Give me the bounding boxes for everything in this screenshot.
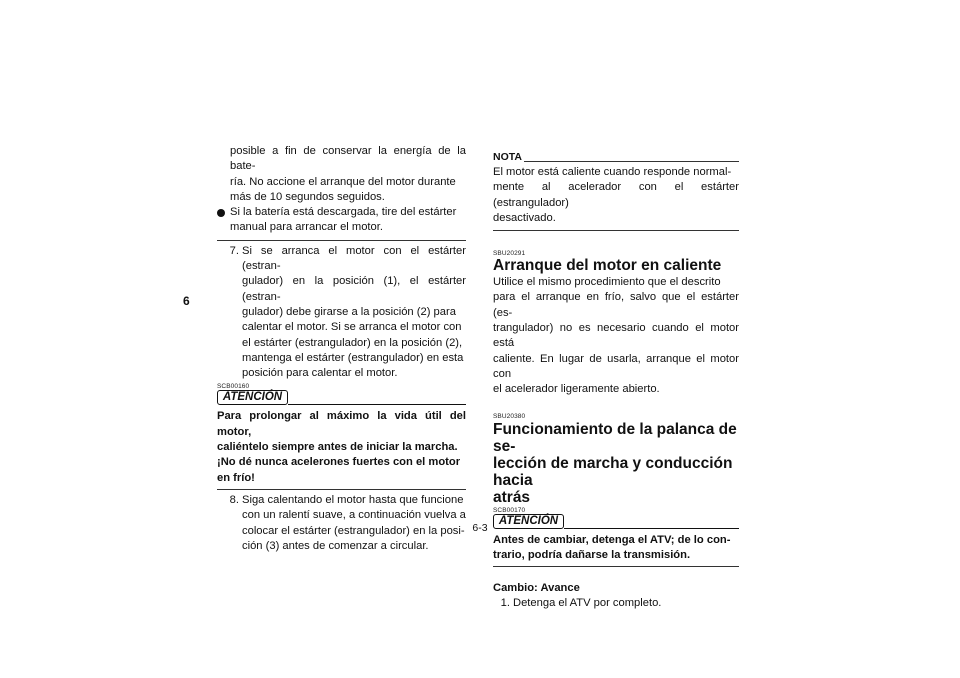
text-line: gulador) en la posición (1), el estárter (estran- <box>242 275 466 303</box>
section-code: SBU20380 <box>493 412 526 420</box>
text-line: El motor está caliente cuando responde normal- <box>493 166 732 178</box>
text-line: para el arranque en frío, salvo que el estárter (es- <box>493 291 739 319</box>
text-line: el estárter (estrangulador) en la posición (2), <box>242 336 463 349</box>
heading-line: atrás <box>493 488 531 506</box>
note-header <box>493 151 739 165</box>
text-line: desactivado. <box>493 211 556 224</box>
warning-text <box>217 409 466 485</box>
text-line: Detenga el ATV por completo. <box>513 597 662 610</box>
text-line: Antes de cambiar, detenga el ATV; de lo con- <box>493 533 731 546</box>
text-line: ría. No accione el arranque del motor durante <box>230 175 456 188</box>
section-heading <box>493 421 739 506</box>
bullet-item <box>217 205 466 236</box>
warning-header-line <box>288 404 466 405</box>
text-line: Siga calentando el motor hasta que funcione <box>242 493 464 506</box>
text-line: posición para calentar el motor. <box>242 367 398 380</box>
step-7 <box>217 244 466 382</box>
text-line: ción (3) antes de comenzar a circular. <box>242 539 429 552</box>
warning-header <box>217 390 466 406</box>
heading-line: lección de marcha y conducción hacia <box>493 454 733 489</box>
warning-code: SCB00160 <box>217 383 250 391</box>
text-line: en frío! <box>217 471 255 484</box>
divider <box>217 240 466 241</box>
divider <box>493 566 739 567</box>
divider <box>493 230 739 231</box>
text-line: con un ralentí suave, a continuación vuelva a <box>242 509 466 522</box>
warning-header-line <box>564 528 739 529</box>
text-line: mente al acelerador con el estárter (estrangulador) <box>493 181 739 209</box>
page-number: 6-3 <box>472 522 488 534</box>
bullet-dot-icon <box>217 209 225 217</box>
text-line: Si la batería está descargada, tire del estárter <box>230 206 457 219</box>
heading-line: Funcionamiento de la palanca de se- <box>493 420 737 455</box>
step-8 <box>217 493 466 554</box>
warning-code: SCB00170 <box>493 506 526 514</box>
warning-label: ATENCIÓN <box>217 390 288 405</box>
section-heading: Arranque del motor en caliente <box>493 257 722 275</box>
text-line: gulador) debe girarse a la posición (2) para <box>242 305 456 318</box>
warning-label: ATENCIÓN <box>493 514 564 529</box>
note-text <box>493 165 739 226</box>
continuation-paragraph <box>217 144 466 205</box>
section-tab: 6 <box>183 294 190 308</box>
step-1 <box>493 596 739 611</box>
text-line: más de 10 segundos seguidos. <box>230 190 385 203</box>
step-number: 7. <box>229 244 239 257</box>
note-header-line <box>524 161 739 162</box>
section-paragraph <box>493 275 739 397</box>
step-number: 8. <box>229 493 239 506</box>
text-line: Si se arranca el motor con el estárter (estran- <box>242 244 466 273</box>
text-line: Utilice el mismo procedimiento que el descrito <box>493 276 721 289</box>
step-number: 1. <box>500 597 510 610</box>
subheading: Cambio: Avance <box>493 582 580 595</box>
warning-header <box>493 514 739 530</box>
text-line: Para prolongar al máximo la vida útil del motor, <box>217 410 466 438</box>
text-line: mantenga el estárter (estrangulador) en esta <box>242 351 464 364</box>
divider <box>217 489 466 490</box>
text-line: manual para arrancar el motor. <box>230 221 383 234</box>
right-column <box>493 151 739 612</box>
text-line: calentar el motor. Si se arranca el motor con <box>242 321 462 334</box>
text-line: caliente. En lugar de usarla, arranque el motor con <box>493 352 739 380</box>
warning-text <box>493 533 739 564</box>
section-code: SBU20291 <box>493 250 526 258</box>
text-line: el acelerador ligeramente abierto. <box>493 383 660 396</box>
text-line: ¡No dé nunca acelerones fuertes con el motor <box>217 456 461 469</box>
text-line: caliéntelo siempre antes de iniciar la marcha. <box>217 441 458 454</box>
text-line: colocar el estárter (estrangulador) en la posi- <box>242 524 465 537</box>
left-column <box>217 144 466 554</box>
text-line: trario, podría dañarse la transmisión. <box>493 548 691 561</box>
note-label: NOTA <box>493 151 522 163</box>
text-line: posible a fin de conservar la energía de la bate- <box>230 145 466 173</box>
text-line: trangulador) no es necesario cuando el motor está <box>493 322 739 350</box>
